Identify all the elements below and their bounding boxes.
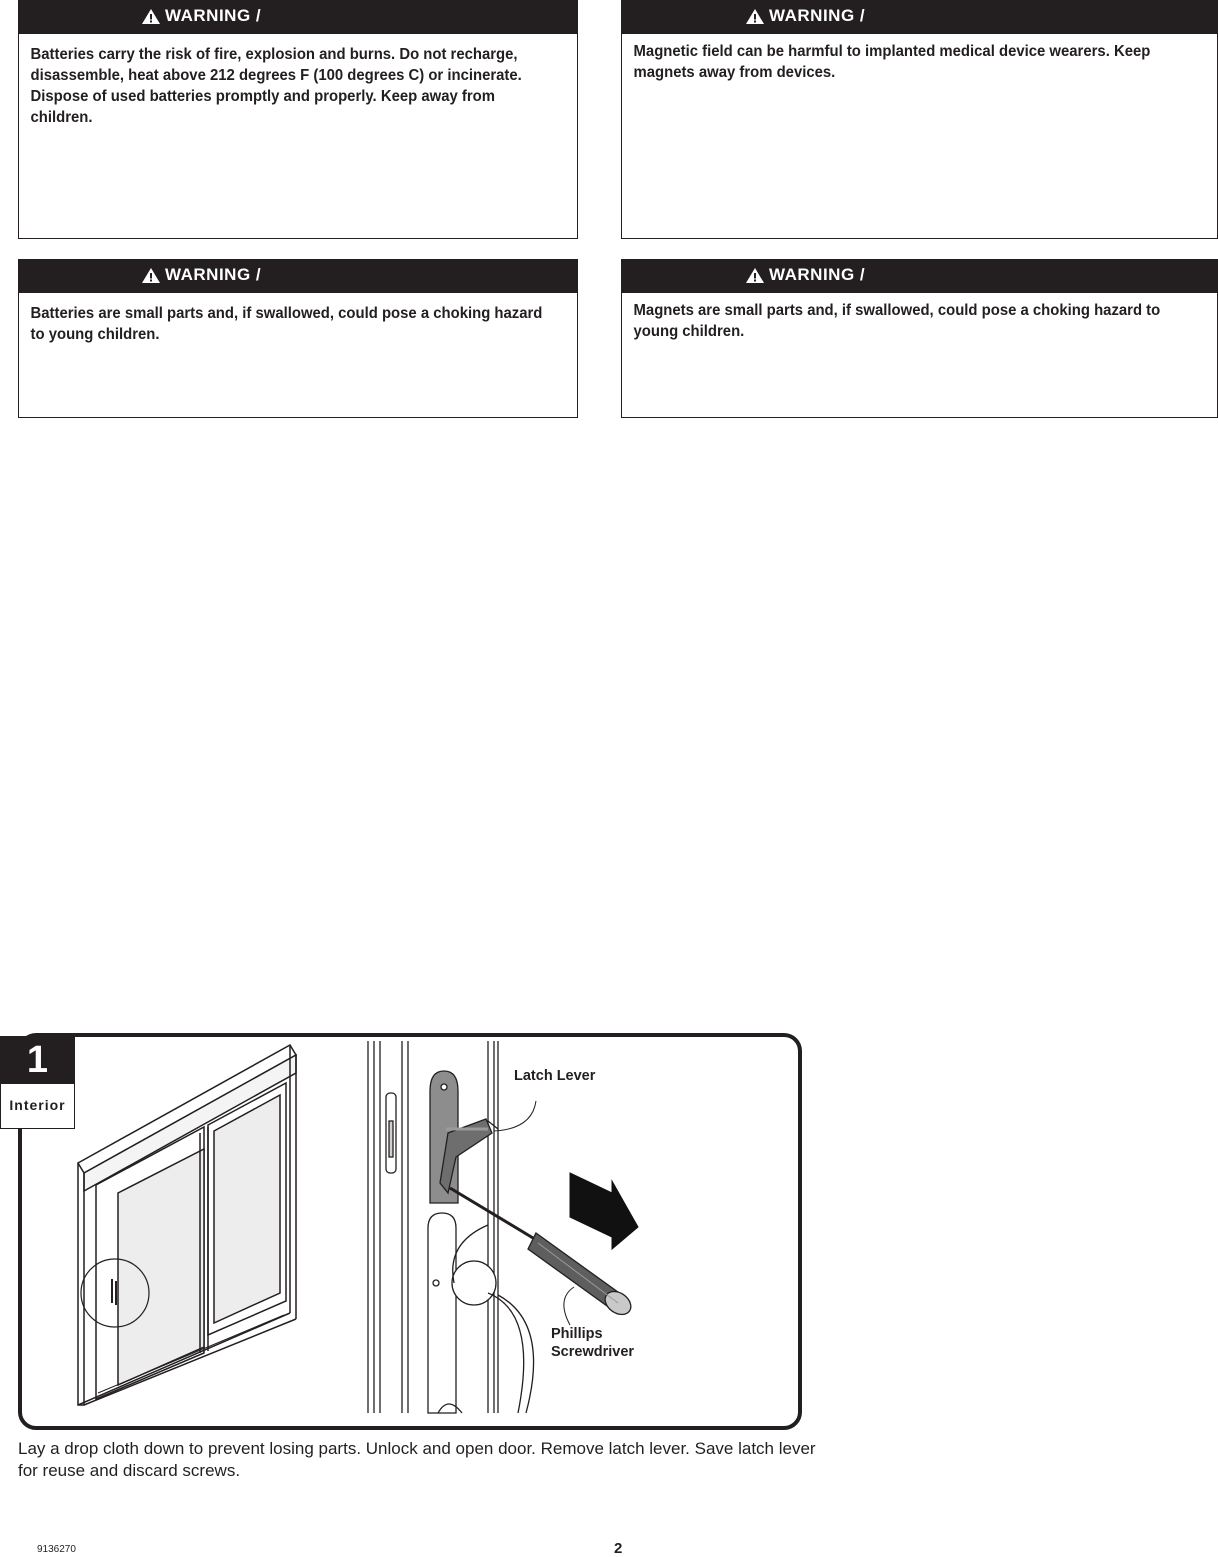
warning-text: Magnets are small parts and, if swallowed, could pose a choking hazard to young children. (633, 302, 1161, 340)
warning-title (141, 6, 261, 26)
warning-header (19, 260, 577, 293)
warning-title-text: WARNING / (769, 265, 866, 284)
warning-text: Magnetic field can be harmful to implanted medical device wearers. Keep magnets away from devices. (633, 43, 1151, 81)
direction-arrow (570, 1173, 638, 1249)
warning-triangle-icon (141, 267, 161, 284)
warning-title-text: WARNING / (165, 6, 262, 25)
warning-box-batteries-choking (18, 259, 578, 418)
warning-box-magnetic-field (621, 0, 1218, 239)
warning-title (745, 6, 865, 26)
latch-lever-callout: Latch Lever (514, 1068, 596, 1084)
warning-header (19, 1, 577, 34)
step-caption: Lay a drop cloth down to prevent losing parts. Unlock and open door. Remove latch lever. Save latch lever for reuse and discard screws. (18, 1439, 816, 1480)
warning-triangle-icon (141, 8, 161, 25)
callout-leaders (494, 1101, 574, 1325)
warning-text: Batteries carry the risk of fire, explosion and burns. Do not recharge, disassemble, heat above 212 degrees F (100 degrees C) or incinerate. Dispose of used batteries promptly and properly. Keep away from children. (30, 46, 522, 126)
step-badge (0, 1036, 75, 1129)
document-number: 9136270 (37, 1544, 76, 1555)
warning-title-text: WARNING / (165, 265, 262, 284)
warning-box-magnets-choking (621, 259, 1218, 418)
step-illustration (18, 1033, 802, 1430)
warning-text: Batteries are small parts and, if swallowed, could pose a choking hazard to young children. (30, 305, 543, 343)
warning-triangle-icon (745, 267, 765, 284)
sliding-door-drawing (78, 1045, 296, 1405)
screwdriver-callout (551, 1325, 634, 1361)
page-number: 2 (614, 1540, 623, 1557)
step-number: 1 (1, 1037, 74, 1084)
screwdriver-callout-line1: Phillips (551, 1326, 603, 1342)
warning-header (622, 260, 1217, 293)
warning-title (141, 265, 261, 285)
warning-title (745, 265, 865, 285)
latch-closeup-drawing (368, 1041, 534, 1413)
warning-box-batteries-fire (18, 0, 578, 239)
warning-title-text: WARNING / (769, 6, 866, 25)
step-label: Interior (9, 1097, 66, 1113)
warning-header (622, 1, 1217, 34)
warning-triangle-icon (745, 8, 765, 25)
screwdriver-callout-line2: Screwdriver (551, 1344, 635, 1360)
